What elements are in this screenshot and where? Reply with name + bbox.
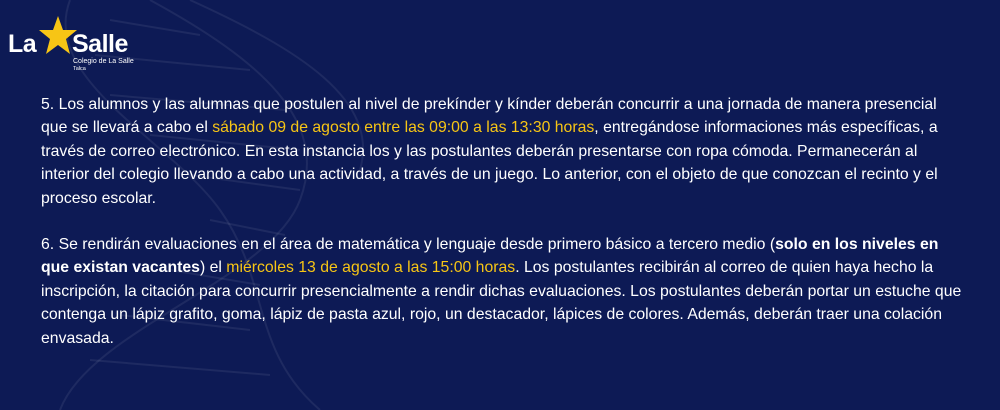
paragraph-5-text-b: , entregándose informaciones más específicas, a través de correo electrónico. En esta instancia los y las postulantes deberán presentarse con ropa cómoda. Permanecerán al interior del colegio llevando a cabo una actividad, a través de un juego. Lo anterior, con el objeto de que conozcan el recinto y el proceso escolar. [41, 119, 938, 207]
paragraph-6-text-b: ) el [199, 259, 227, 277]
paragraph-6 [41, 233, 966, 350]
paragraph-6-text-a: 6. Se rendirán evaluaciones en el área de matemática y lenguaje desde primero básico a tercero medio ( [41, 236, 776, 254]
paragraph-5-date-highlight: sábado 09 de agosto entre las 09:00 a las 13:30 horas [212, 119, 595, 137]
paragraph-6-text-c: . Los postulantes recibirán al correo de quien haya hecho la inscripción, la citación para concurrir presencialmente a rendir dichas evaluaciones. Los postulantes deberán portar un estuche que contenga un lápiz grafito, goma, lápiz de pasta azul, rojo, un destacador, lápices de colores. Además, deberán traer una colación envasada. [41, 259, 962, 347]
logo-la-text: La [8, 30, 37, 58]
la-salle-logo [8, 14, 138, 74]
logo-subtitle: Colegio de La Salle [73, 58, 134, 65]
paragraph-5 [41, 93, 966, 210]
main-content [41, 93, 966, 350]
paragraph-6-date-highlight: miércoles 13 de agosto a las 15:00 horas [226, 259, 516, 277]
paragraph-6-bold: solo en los niveles en que existan vacantes [41, 236, 939, 277]
paragraph-5-text-a: 5. Los alumnos y las alumnas que postulen al nivel de prekínder y kínder deberán concurrir a una jornada de manera presencial que se llevará a cabo el [41, 96, 937, 137]
logo-city: Talca [73, 66, 86, 72]
logo-salle-text: Salle [72, 30, 128, 58]
